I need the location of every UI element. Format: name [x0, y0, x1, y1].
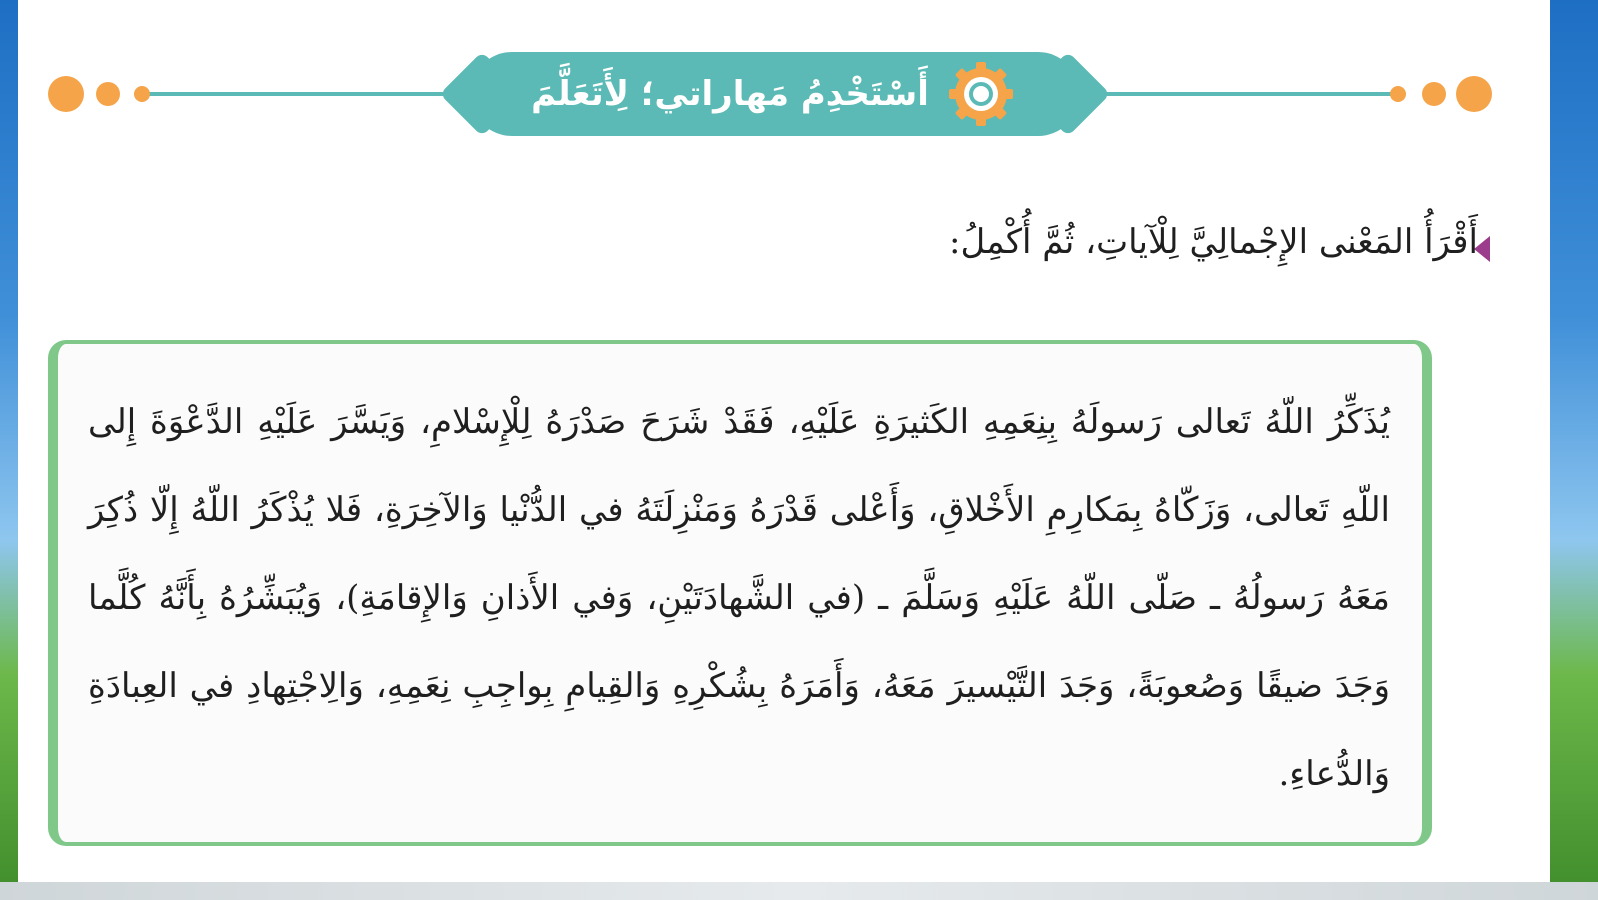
header-line-right [1070, 92, 1400, 96]
instruction-text: أَقْرَأُ المَعْنى الإِجْمالِيَّ لِلْآياتِ، ثُمَّ أُكْمِلُ: [948, 222, 1478, 262]
dot-left-large [48, 76, 84, 112]
content-box [48, 340, 1432, 846]
dot-left-small [134, 86, 150, 102]
dot-right-large [1456, 76, 1492, 112]
section-title: أَسْتَخْدِمُ مَهاراتي؛ لِأَتَعَلَّمَ [531, 74, 929, 114]
content-paragraph: يُذَكِّرُ اللّهُ تَعالى رَسولَهُ بِنِعَمِهِ الكَثيرَةِ عَلَيْهِ، فَقَدْ شَرَحَ صَدْرَهُ لِلْإِسْلامِ، وَيَسَّرَ عَلَيْهِ الدَّعْوَةَ إِلى اللّهِ تَعالى، وَزَكّاهُ بِمَكارِمِ الأَخْلاقِ، وَأَعْلى قَدْرَهُ وَمَنْزِلَتَهُ في الدُّنْيا وَالآخِرَةِ، فَلا يُذْكَرُ اللّهُ إِلّا ذُكِرَ مَعَهُ رَسولُهُ ـ صَلّى اللّهُ عَلَيْهِ وَسَلَّمَ ـ (في الشَّهادَتَيْنِ، وَفي الأَذانِ وَالإِقامَةِ)، وَيُبَشِّرُهُ بِأَنَّهُ كُلَّما وَجَدَ ضيقًا وَصُعوبَةً، وَجَدَ التَّيْسيرَ مَعَهُ، وَأَمَرَهُ بِشُكْرِهِ وَالقِيامِ بِواجِبِ نِعَمِهِ، وَالِاجْتِهادِ في العِبادَةِ وَالدُّعاءِ. [88, 402, 1390, 794]
header-ribbon [470, 52, 1080, 136]
dot-right-small [1390, 86, 1406, 102]
gear-icon [948, 61, 1014, 127]
dot-left-medium [96, 82, 120, 106]
dot-right-medium [1422, 82, 1446, 106]
header-line-left [140, 92, 480, 96]
page-bottom-strip [0, 882, 1598, 900]
